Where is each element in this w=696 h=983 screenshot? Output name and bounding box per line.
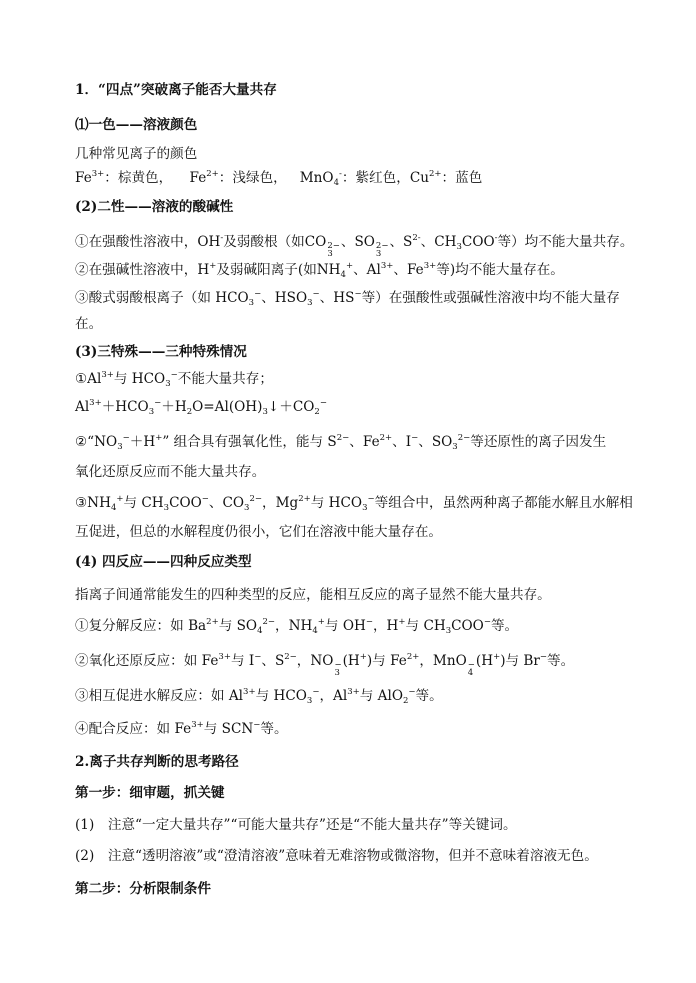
- point-4-line-2: ②氧化还原反应：如 $Fe^{3+}$与 I−、$S^{2-}$，NO − 3 (H+)与 $Fe^{2+}$，MnO − 4 (H+)与 Br−等。: [75, 652, 575, 678]
- point-4-title: (4) 四反应——四种反应类型: [75, 554, 252, 570]
- point-3-line-5: $③NH_4^+$与 $CH_3COO^-$、$CO_3^{2-}$，$Mg^{2+}$与 $HCO_3^-$等组合中，虽然两种离子都能水解且水解相: [75, 494, 633, 513]
- point-4-intro: 指离子间通常能发生的四种类型的反应，能相互反应的离子显然不能大量共存。: [75, 587, 551, 603]
- point-1-title: ⑴一色——溶液颜色: [75, 117, 198, 133]
- step-1-item-2: (2) 注意“透明溶液”或“澄清溶液”意味着无难溶物或微溶物，但并不意味着溶液无色。: [75, 848, 598, 864]
- ion-colors-line: $Fe^{3+}$：棕黄色， $Fe^{2+}$：浅绿色， MnO$_4$-：紫红色，$Cu^{2+}$：蓝色: [75, 169, 483, 188]
- point-3-title: (3)三特殊——三种特殊情况: [75, 344, 247, 360]
- point-3-line-4: 氧化还原反应而不能大量共存。: [75, 464, 266, 480]
- point-2-line-4: 在。: [75, 316, 103, 332]
- section-1-heading: 1．“四点”突破离子能否大量共存: [75, 82, 277, 98]
- point-4-line-1: ①复分解反应：如 $Ba^{2+}$与 $SO_4^{2-}$，$NH_4^+$与 OH−，H+与 $CH_3COO^-$等。: [75, 617, 519, 636]
- point-3-line-1: $①Al^{3+}$与 $HCO_3^-$不能大量共存；: [75, 370, 273, 389]
- step-1-item-1: (1) 注意“一定大量共存”“可能大量共存”还是“不能大量共存”等关键词。: [75, 817, 517, 833]
- point-2-line-2: ②在强碱性溶液中，H+及弱碱阳离子(如$NH_4^+$、$Al^{3+}$、$Fe^{3+}$等)均不能大量存在。: [75, 261, 564, 280]
- point-2-title: (2)二性——溶液的酸碱性: [75, 199, 234, 215]
- point-3-line-3: $②“NO_3^-+H^+$” 组合具有强氧化性，能与 $S^{2-}$、$Fe^{2+}$、I−、$SO_3^{2-}$等还原性的离子因发生: [75, 433, 607, 452]
- section-2-heading: 2.离子共存判断的思考路径: [75, 754, 239, 770]
- point-4-line-4: ④配合反应：如 $Fe^{3+}$与 SCN−等。: [75, 720, 288, 737]
- point-2-line-3: ③酸式弱酸根离子（如 $HCO_3^-$、$HSO_3^-$、HS−等）在强酸性或强碱性溶液中均不能大量存: [75, 289, 620, 308]
- point-2-line-1: ①在强酸性溶液中，OH-及弱酸根（如CO 2− 3 、SO 2− 3 、$S^{2-}$、$CH_3COO^-$等）均不能大量共存。: [75, 233, 634, 259]
- point-3-line-6: 互促进，但总的水解程度仍很小，它们在溶液中能大量存在。: [75, 524, 443, 540]
- point-4-line-3: ③相互促进水解反应：如 $Al^{3+}$与 $HCO_3^-$，$Al^{3+}$与 AlO$_2$−等。: [75, 687, 443, 706]
- point-3-equation: $Al^{3+}+HCO_3^-+H_2O=Al(OH)_3↓+CO_2^-$: [75, 398, 327, 417]
- step-2-title: 第二步：分析限制条件: [75, 881, 211, 897]
- point-1-intro: 几种常见离子的颜色: [75, 146, 198, 162]
- step-1-title: 第一步：细审题，抓关键: [75, 785, 225, 801]
